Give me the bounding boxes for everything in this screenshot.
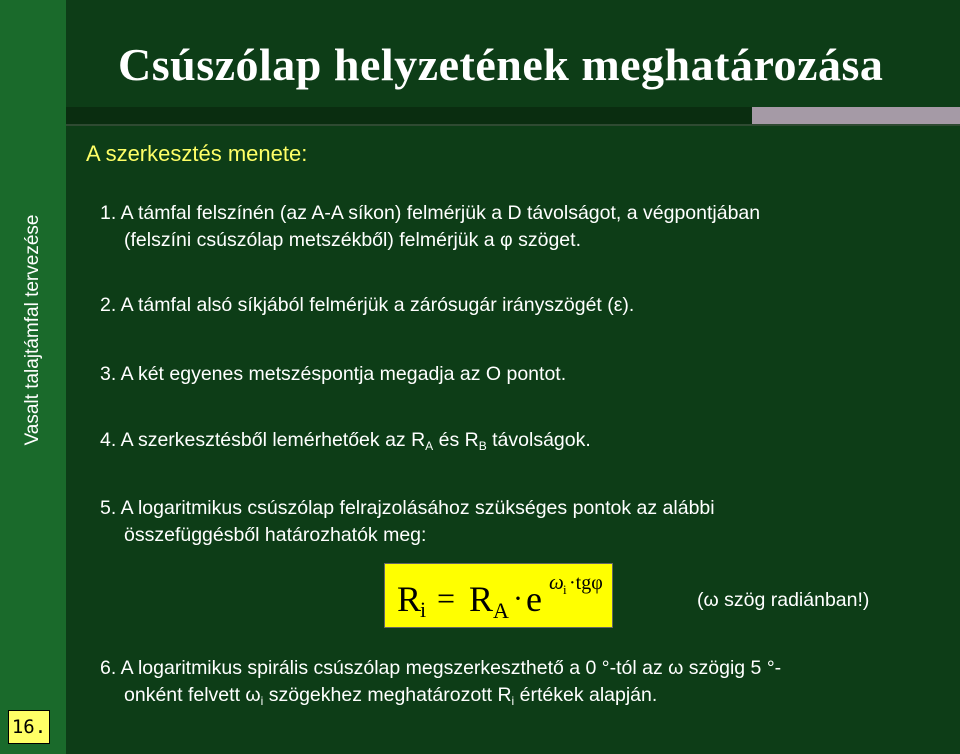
step-4	[100, 427, 591, 460]
formula-graphic	[385, 564, 614, 629]
step-4-prefix: 4. A szerkesztésből lemérhetőek az R	[100, 429, 426, 451]
slide-title: Csúszólap helyzetének meghatározása	[118, 39, 884, 90]
step-6-sub-1: i	[260, 694, 264, 708]
step-4-sub-b: B	[478, 439, 487, 453]
formula-exp-base: e	[526, 579, 542, 619]
step-6-sub-2: i	[511, 694, 515, 708]
step-6-line-2-c: értékek alapján.	[514, 684, 658, 706]
step-6-line-1: 6. A logaritmikus spirális csúszólap megszerkeszthető a 0 °-tól az ω szögig 5 °-	[100, 657, 782, 679]
formula-rhs: R	[469, 579, 494, 619]
step-6	[100, 655, 781, 715]
title-divider-dark	[66, 107, 752, 124]
title-divider-line	[66, 124, 960, 126]
formula-dot: ·	[513, 582, 523, 615]
step-2-text: 2. A támfal alsó síkjából felmérjük a zárósugár irányszögét (ε).	[100, 294, 635, 316]
step-2	[100, 292, 634, 319]
step-4-sub-a: A	[425, 439, 434, 453]
step-3-text: 3. A két egyenes metszéspontja megadja az O pontot.	[100, 363, 567, 385]
step-1-line-1: 1. A támfal felszínén (az A-A síkon) felmérjük a D távolságot, a végpontjában	[100, 202, 761, 224]
formula-equals: =	[437, 580, 456, 616]
step-6-line-2	[100, 682, 781, 715]
formula-lhs-sub: i	[420, 597, 427, 622]
formula-exp-rest: ·tgφ	[569, 572, 603, 594]
step-6-line-2-a: onként felvett ω	[124, 684, 261, 706]
step-4-mid: és R	[433, 429, 479, 451]
section-heading: A szerkesztés menete:	[86, 141, 308, 166]
step-5-line-2: összefüggésből határozhatók meg:	[124, 524, 427, 546]
step-3	[100, 361, 566, 388]
formula-lhs: R	[397, 579, 422, 619]
step-6-line-2-b: szögekhez meghatározott R	[263, 684, 512, 706]
formula-exp-omega: ω	[549, 570, 564, 594]
formula-rhs-sub: A	[493, 598, 509, 623]
formula-box	[384, 563, 613, 628]
step-1	[100, 200, 760, 254]
sidebar-title: Vasalt talajtámfal tervezése	[22, 214, 43, 446]
sidebar	[0, 0, 66, 754]
formula-note: (ω szög radiánban!)	[697, 589, 870, 611]
step-1-line-2: (felszíni csúszólap metszékből) felmérjük a φ szöget.	[124, 229, 581, 251]
page-number-badge: 16.	[8, 710, 50, 744]
step-5-line-1: 5. A logaritmikus csúszólap felrajzolásához szükséges pontok az alábbi	[100, 497, 715, 519]
formula-exp-omega-sub: i	[563, 582, 567, 597]
title-divider-light	[752, 107, 960, 124]
step-4-suffix: távolságok.	[486, 429, 591, 451]
step-5	[100, 495, 715, 549]
